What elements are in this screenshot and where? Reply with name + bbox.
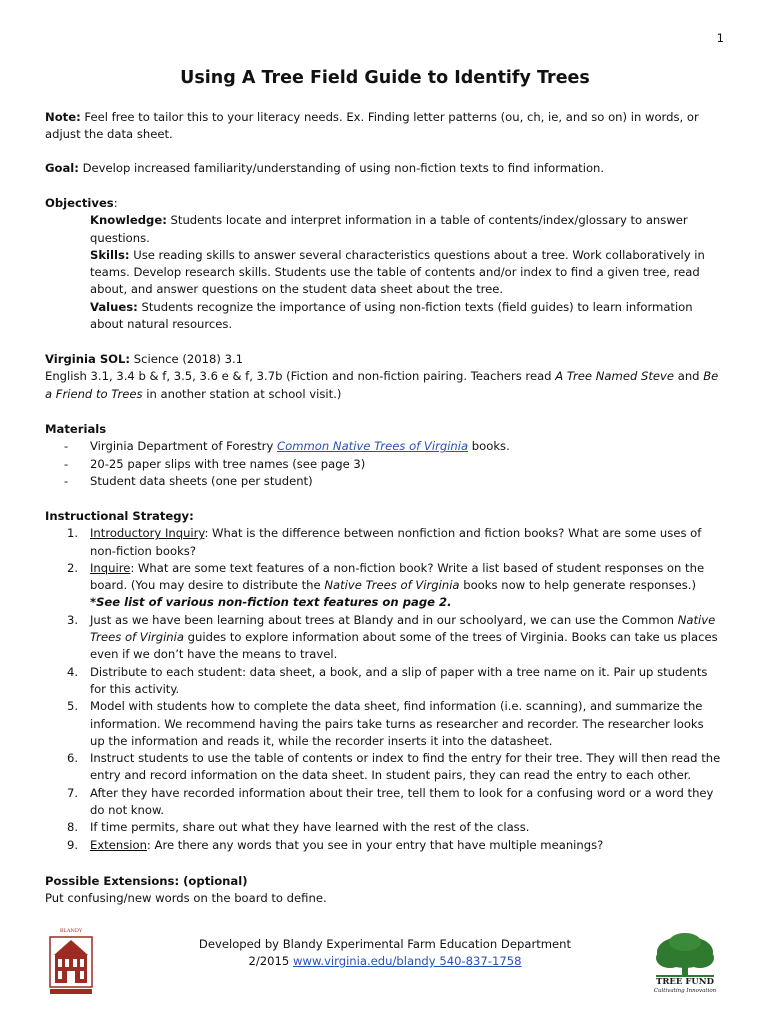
step-number: 4. bbox=[67, 664, 79, 679]
sol-science: Science (2018) 3.1 bbox=[130, 352, 244, 366]
step-number: 3. bbox=[67, 612, 79, 627]
book-title: Native Trees of Virginia bbox=[90, 612, 716, 645]
note-label: Note: bbox=[45, 110, 81, 124]
strategy-step bbox=[45, 525, 722, 560]
objectives-colon: : bbox=[113, 196, 118, 210]
sol-english-post: in another station at school visit.) bbox=[142, 386, 342, 401]
tree-fund-logo bbox=[650, 932, 720, 998]
step-heading: Extension bbox=[90, 837, 147, 852]
values-text: Students recognize the importance of using non-fiction texts (field guides) to learn information about natural resources. bbox=[90, 299, 693, 332]
step-heading: Inquire bbox=[90, 560, 131, 575]
book-title-friend: Be a Friend to Trees bbox=[45, 369, 719, 401]
sol-english: English 3.1, 3.4 b & f, 3.5, 3.6 e & f, 3.7b (Fiction and non-fiction pairing. Teachers read bbox=[45, 369, 556, 384]
strategy-step bbox=[45, 750, 722, 785]
sol-label: Virginia SOL: bbox=[45, 352, 131, 366]
strategy-step bbox=[45, 819, 722, 836]
svg-text:BLANDY: BLANDY bbox=[59, 928, 83, 934]
page-title: Using A Tree Field Guide to Identify Trees bbox=[180, 68, 590, 88]
strategy-step bbox=[45, 612, 722, 664]
sol-section bbox=[45, 351, 722, 403]
step-number: 9. bbox=[67, 837, 79, 852]
strategy-step bbox=[45, 664, 722, 699]
materials-section bbox=[45, 421, 722, 490]
strategy-label: Instructional Strategy: bbox=[45, 509, 194, 523]
step-number: 5. bbox=[67, 699, 79, 714]
strategy-step bbox=[45, 785, 722, 820]
strategy-step bbox=[45, 698, 722, 750]
sol-and: and bbox=[674, 369, 704, 384]
step-text: Model with students how to complete the data sheet, find information (i.e. scanning), and summarize the information. We recommend having the pairs take turns as researcher and recorder. The researcher looks up the information and reads it, while the recorder inserts it into the datasheet. bbox=[90, 699, 704, 748]
skills-text: Use reading skills to answer several characteristics questions about a tree. Work collaboratively in teams. Develop research skills. Students use the table of contents and/or index to find a given tree, read about, and answer questions on the student data sheet about the tree. bbox=[90, 247, 705, 297]
tree-fund-tagline: Cultivating Innovation bbox=[653, 988, 717, 994]
blandy-website-link[interactable]: www.virginia.edu/blandy 540-837-1758 bbox=[293, 954, 522, 968]
step-text: : What are some text features of a non-fiction book? Write a list based of student responses on the board. (You may desire to distribute the bbox=[90, 560, 705, 593]
footer bbox=[150, 936, 620, 970]
extensions-section bbox=[45, 873, 722, 908]
step-text: Just as we have been learning about trees at Blandy and in our schoolyard, we can use the Common bbox=[90, 612, 678, 627]
strategy-step bbox=[45, 560, 722, 595]
list-item: - 20-25 paper slips with tree names (see page 3) bbox=[45, 456, 722, 473]
strategy-section bbox=[45, 508, 722, 854]
step-text: If time permits, share out what they have learned with the rest of the class. bbox=[90, 820, 530, 835]
material-text: Virginia Department of Forestry bbox=[90, 439, 277, 454]
common-native-trees-link[interactable]: Common Native Trees of Virginia bbox=[277, 439, 469, 454]
page-number: 1 bbox=[716, 31, 724, 45]
step-number: 1. bbox=[67, 526, 79, 541]
text-features-note: *See list of various non-fiction text features on page 2. bbox=[90, 595, 452, 610]
note-section bbox=[45, 109, 722, 144]
objectives-label: Objectives bbox=[45, 196, 114, 210]
tree-fund-name: TREE FUND bbox=[656, 977, 714, 987]
objectives-section bbox=[45, 195, 722, 333]
extensions-label: Possible Extensions: (optional) bbox=[45, 874, 248, 888]
step-text: Instruct students to use the table of contents or index to find the entry for their tree. They will then read the entry and record information on the data sheet. In student pairs, they can read the entry to each other. bbox=[90, 751, 721, 783]
knowledge-label: Knowledge: bbox=[90, 213, 167, 228]
note-text: Feel free to tailor this to your literacy needs. Ex. Finding letter patterns (ou, ch, ie, and so on) in words, or adjust the data sheet. bbox=[45, 110, 699, 142]
goal-label: Goal: bbox=[45, 161, 79, 175]
goal-section bbox=[45, 160, 722, 177]
skills-label: Skills: bbox=[90, 247, 130, 262]
blandy-building-icon bbox=[46, 925, 96, 997]
step-text: books now to help generate responses.) bbox=[459, 578, 697, 593]
list-item: - Student data sheets (one per student) bbox=[45, 473, 722, 490]
book-title: Native Trees of Virginia bbox=[324, 578, 460, 593]
footer-date: 2/2015 bbox=[248, 954, 293, 968]
material-text: books. bbox=[468, 439, 510, 454]
materials-label: Materials bbox=[45, 422, 107, 436]
strategy-step bbox=[45, 837, 722, 854]
step-text: guides to explore information about some of the trees of Virginia. Books can take us places even if we don’t have the means to travel. bbox=[90, 630, 718, 662]
blandy-logo bbox=[46, 925, 96, 997]
step-number: 8. bbox=[67, 820, 79, 835]
book-title-steve: A Tree Named Steve bbox=[555, 369, 675, 384]
step-text: : What is the difference between nonfiction and fiction books? What are some uses of non-fiction books? bbox=[90, 526, 702, 558]
values-label: Values: bbox=[90, 299, 138, 314]
step-text: After they have recorded information about their tree, tell them to look for a confusing word or a word they do not know. bbox=[90, 785, 714, 818]
knowledge-text: Students locate and interpret information in a table of contents/index/glossary to answer questions. bbox=[90, 213, 688, 245]
footer-credit: Developed by Blandy Experimental Farm Education Department bbox=[198, 937, 572, 951]
step-number: 2. bbox=[67, 560, 79, 575]
step-text: Distribute to each student: data sheet, a book, and a slip of paper with a tree name on it. Pair up students for this activity. bbox=[90, 664, 708, 696]
extensions-text: Put confusing/new words on the board to define. bbox=[45, 891, 327, 906]
step-number: 6. bbox=[67, 751, 79, 766]
goal-text: Develop increased familiarity/understanding of using non-fiction texts to find information. bbox=[78, 161, 605, 175]
step-text: : Are there any words that you see in your entry that have multiple meanings? bbox=[146, 837, 604, 852]
step-heading: Introductory Inquiry bbox=[90, 526, 205, 541]
list-item bbox=[45, 438, 722, 455]
step-number: 7. bbox=[67, 785, 79, 800]
